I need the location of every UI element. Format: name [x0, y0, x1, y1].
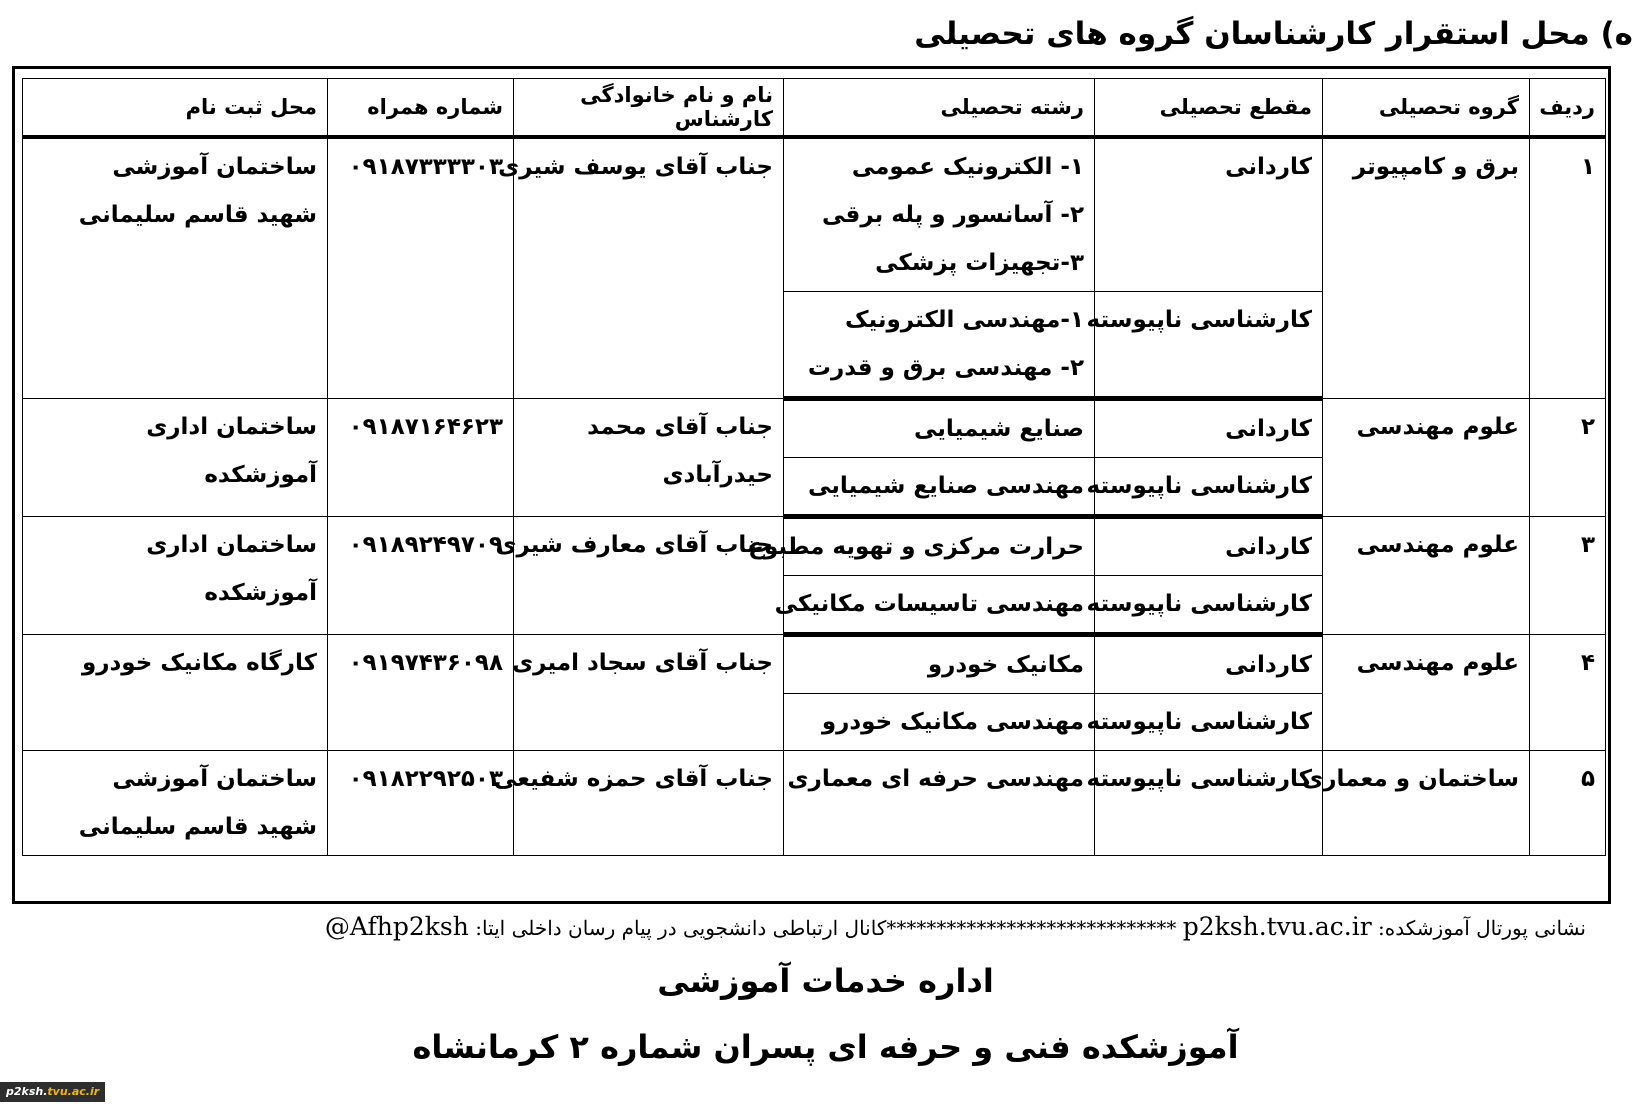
cell-expert-line: جناب آقای حمزه شفیعی — [493, 766, 773, 792]
cell-location — [23, 635, 328, 751]
table-row — [23, 137, 1606, 292]
cell-level-line: کاردانی — [1225, 154, 1312, 180]
school-name: آموزشکده فنی و حرفه ای پسران شماره ۲ کرمانشاه — [412, 1028, 1239, 1066]
cell-major — [784, 694, 1095, 751]
cell-group — [1302, 751, 1530, 856]
cell-level-line: کارشناسی ناپیوسته — [1086, 766, 1312, 792]
cell-phone-line: ۰۹۱۸۹۲۴۹۷۰۹ — [348, 532, 503, 558]
cell-major-line: ۱-مهندسی الکترونیک — [844, 307, 1084, 333]
cell-phone-line: ۰۹۱۹۷۴۳۶۰۹۸ — [348, 650, 503, 676]
cell-major-line: ۱- الکترونیک عمومی — [851, 154, 1084, 180]
stars-separator: ***************************** — [886, 916, 1177, 940]
cell-level-line: کاردانی — [1225, 534, 1312, 560]
channel-label: کانال ارتباطی دانشجویی در پیام رسان داخلی ایتا: — [475, 916, 887, 940]
cell-major — [774, 576, 1095, 635]
header-row — [23, 79, 1606, 138]
header-group: گروه تحصیلی — [1323, 79, 1530, 138]
cell-row-no-line: ۳ — [1580, 532, 1595, 558]
cell-major-line: صنایع شیمیایی — [914, 416, 1084, 442]
cell-expert — [514, 399, 784, 517]
cell-expert — [498, 137, 784, 399]
cell-row-no — [1530, 399, 1606, 517]
cell-expert-line: جناب آقای معارف شیری — [495, 532, 773, 558]
cell-expert-line: جناب آقای محمد — [587, 414, 773, 440]
cell-row-no — [1530, 137, 1606, 399]
watermark-accent: tvu.ac.ir — [47, 1085, 100, 1098]
cell-level — [1086, 576, 1323, 635]
cell-location-line: ساختمان آموزشی — [112, 766, 317, 792]
header-level: مقطع تحصیلی — [1095, 79, 1323, 138]
cell-level-line: کارشناسی ناپیوسته — [1086, 591, 1312, 617]
cell-expert-line: حیدرآبادی — [662, 462, 773, 488]
cell-location-line: آموزشکده — [204, 580, 317, 606]
cell-level-line: کاردانی — [1225, 416, 1312, 442]
cell-major-line: مکانیک خودرو — [927, 652, 1084, 678]
cell-expert-line: جناب آقای سجاد امیری — [512, 650, 773, 676]
portal-label: نشانی پورتال آموزشکده: — [1378, 916, 1586, 940]
cell-location — [23, 399, 328, 517]
cell-row-no-line: ۴ — [1580, 650, 1595, 676]
header-row-no: ردیف — [1530, 79, 1606, 138]
cell-level — [1095, 399, 1323, 458]
cell-group — [1323, 517, 1530, 635]
table-row — [23, 751, 1606, 856]
cell-location-line: ساختمان آموزشی — [112, 154, 317, 180]
cell-location-line: آموزشکده — [204, 462, 317, 488]
cell-location-line: ساختمان اداری — [146, 414, 317, 440]
watermark-main: p2ksh. — [6, 1085, 48, 1098]
header-location: محل ثبت نام — [23, 79, 328, 138]
cell-major — [784, 751, 1095, 856]
cell-major — [784, 458, 1095, 517]
table-row — [23, 635, 1606, 694]
cell-major-line: ۳-تجهیزات پزشکی — [875, 250, 1084, 276]
office-name: اداره خدمات آموزشی — [657, 962, 994, 1000]
cell-row-no — [1530, 751, 1606, 856]
cell-location-line: شهید قاسم سلیمانی — [78, 202, 317, 228]
cell-location-line: ساختمان اداری — [146, 532, 317, 558]
table-row — [23, 399, 1606, 458]
cell-group-line: علوم مهندسی — [1356, 414, 1519, 440]
cell-major-line: مهندسی مکانیک خودرو — [821, 709, 1084, 735]
cell-level-line: کاردانی — [1225, 652, 1312, 678]
cell-phone-line: ۰۹۱۸۷۳۳۳۳۰۳ — [348, 154, 503, 180]
page-title: ه) محل استقرار کارشناسان گروه های تحصیلی — [914, 16, 1633, 52]
cell-level — [1095, 137, 1323, 292]
cell-major — [784, 137, 1095, 292]
cell-level — [1095, 517, 1323, 576]
cell-level — [1086, 458, 1323, 517]
cell-level — [1086, 751, 1323, 856]
cell-level-line: کارشناسی ناپیوسته — [1086, 473, 1312, 499]
cell-major-line: ۲- آسانسور و پله برقی — [821, 202, 1084, 228]
cell-major — [748, 517, 1095, 576]
cell-major-line: مهندسی صنایع شیمیایی — [808, 473, 1084, 499]
cell-phone-line: ۰۹۱۸۲۲۹۲۵۰۳ — [348, 766, 503, 792]
cell-location-line: کارگاه مکانیک خودرو — [81, 650, 317, 676]
cell-group-line: ساختمان و معماری — [1302, 766, 1519, 792]
header-phone: شماره همراه — [328, 79, 514, 138]
cell-group — [1323, 399, 1530, 517]
portal-url[interactable]: p2ksh.tvu.ac.ir — [1182, 912, 1372, 941]
cell-location — [23, 517, 328, 635]
cell-group — [1323, 137, 1530, 399]
cell-major-line: مهندسی تاسیسات مکانیکی — [774, 591, 1084, 617]
cell-group-line: علوم مهندسی — [1356, 650, 1519, 676]
cell-phone — [328, 137, 514, 399]
cell-expert — [493, 751, 784, 856]
cell-group-line: برق و کامپیوتر — [1352, 154, 1519, 180]
cell-expert — [514, 635, 784, 751]
cell-location-line: شهید قاسم سلیمانی — [78, 814, 317, 840]
cell-phone — [328, 751, 514, 856]
cell-major — [784, 399, 1095, 458]
footer-info — [50, 912, 1586, 941]
table-body — [23, 137, 1606, 856]
cell-group — [1323, 635, 1530, 751]
watermark-logo — [0, 1082, 105, 1102]
cell-phone-line: ۰۹۱۸۷۱۶۴۶۲۳ — [348, 414, 503, 440]
cell-major-line: حرارت مرکزی و تهویه مطبوع — [748, 534, 1084, 560]
cell-level-line: کارشناسی ناپیوسته — [1086, 709, 1312, 735]
header-major: رشته تحصیلی — [784, 79, 1095, 138]
cell-expert-line: جناب آقای یوسف شیری — [498, 154, 773, 180]
cell-row-no — [1530, 517, 1606, 635]
table-row — [23, 517, 1606, 576]
cell-row-no-line: ۱ — [1580, 154, 1595, 180]
cell-expert — [495, 517, 784, 635]
header-expert: نام و نام خانوادگی کارشناس — [514, 79, 784, 138]
cell-row-no — [1530, 635, 1606, 751]
cell-location — [23, 751, 328, 856]
cell-level — [1086, 694, 1323, 751]
cell-location — [23, 137, 328, 399]
experts-table — [22, 78, 1606, 856]
cell-phone — [328, 517, 514, 635]
cell-phone — [328, 635, 514, 751]
channel-id[interactable]: @Afhp2ksh — [324, 912, 469, 941]
cell-major-line: ۲- مهندسی برق و قدرت — [807, 355, 1084, 381]
cell-level-line: کارشناسی ناپیوسته — [1086, 307, 1312, 333]
cell-row-no-line: ۲ — [1580, 414, 1595, 440]
cell-major — [784, 292, 1095, 399]
cell-phone — [328, 399, 514, 517]
cell-major — [784, 635, 1095, 694]
cell-row-no-line: ۵ — [1580, 766, 1595, 792]
cell-group-line: علوم مهندسی — [1356, 532, 1519, 558]
cell-level — [1086, 292, 1323, 399]
cell-major-line: مهندسی حرفه ای معماری — [787, 766, 1084, 792]
cell-level — [1095, 635, 1323, 694]
